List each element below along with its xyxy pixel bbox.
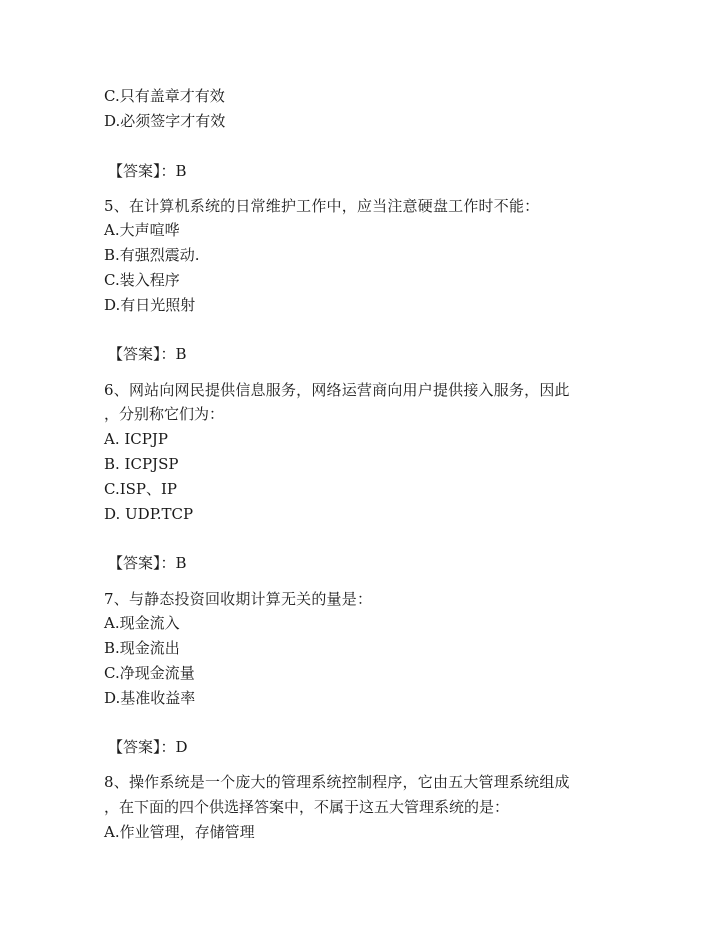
- question-7: 7、与静态投资回收期计算无关的量是：: [104, 590, 373, 608]
- q5-option-d: D.有日光照射: [104, 296, 196, 314]
- question-6-line-2: ，分别称它们为：: [104, 405, 225, 423]
- q5-option-a: A.大声喧哗: [104, 221, 180, 239]
- answer-label: 【答案】：B: [108, 162, 187, 180]
- q7-option-d: D.基准收益率: [104, 689, 196, 707]
- question-8-line-2: ，在下面的四个供选择答案中，不属于这五大管理系统的是：: [104, 798, 510, 816]
- q5-option-c: C.装入程序: [104, 271, 180, 289]
- q6-option-c: C.ISP、IP: [104, 480, 178, 498]
- q8-option-a: A.作业管理，存储管理: [104, 823, 255, 841]
- question-5: 5、在计算机系统的日常维护工作中，应当注意硬盘工作时不能：: [104, 197, 540, 215]
- q5-option-b: B.有强烈震动.: [104, 246, 200, 264]
- q6-option-a: A. ICPJP: [104, 430, 168, 448]
- q6-option-d: D. UDP.TCP: [104, 505, 194, 523]
- q7-option-c: C.净现金流量: [104, 664, 195, 682]
- question-8-line-1: 8、操作系统是一个庞大的管理系统控制程序，它由五大管理系统组成: [104, 773, 570, 791]
- q6-option-b: B. ICPJSP: [104, 455, 179, 473]
- q5-answer: 【答案】：B: [108, 345, 187, 363]
- question-6-line-1: 6、网站向网民提供信息服务，网络运营商向用户提供接入服务，因此: [104, 381, 570, 399]
- option-c: C.只有盖章才有效: [104, 87, 225, 105]
- option-d: D.必须签字才有效: [104, 112, 226, 130]
- q6-answer: 【答案】：B: [108, 554, 187, 572]
- q7-option-a: A.现金流入: [104, 614, 180, 632]
- q7-option-b: B.现金流出: [104, 639, 180, 657]
- q7-answer: 【答案】：D: [108, 738, 188, 756]
